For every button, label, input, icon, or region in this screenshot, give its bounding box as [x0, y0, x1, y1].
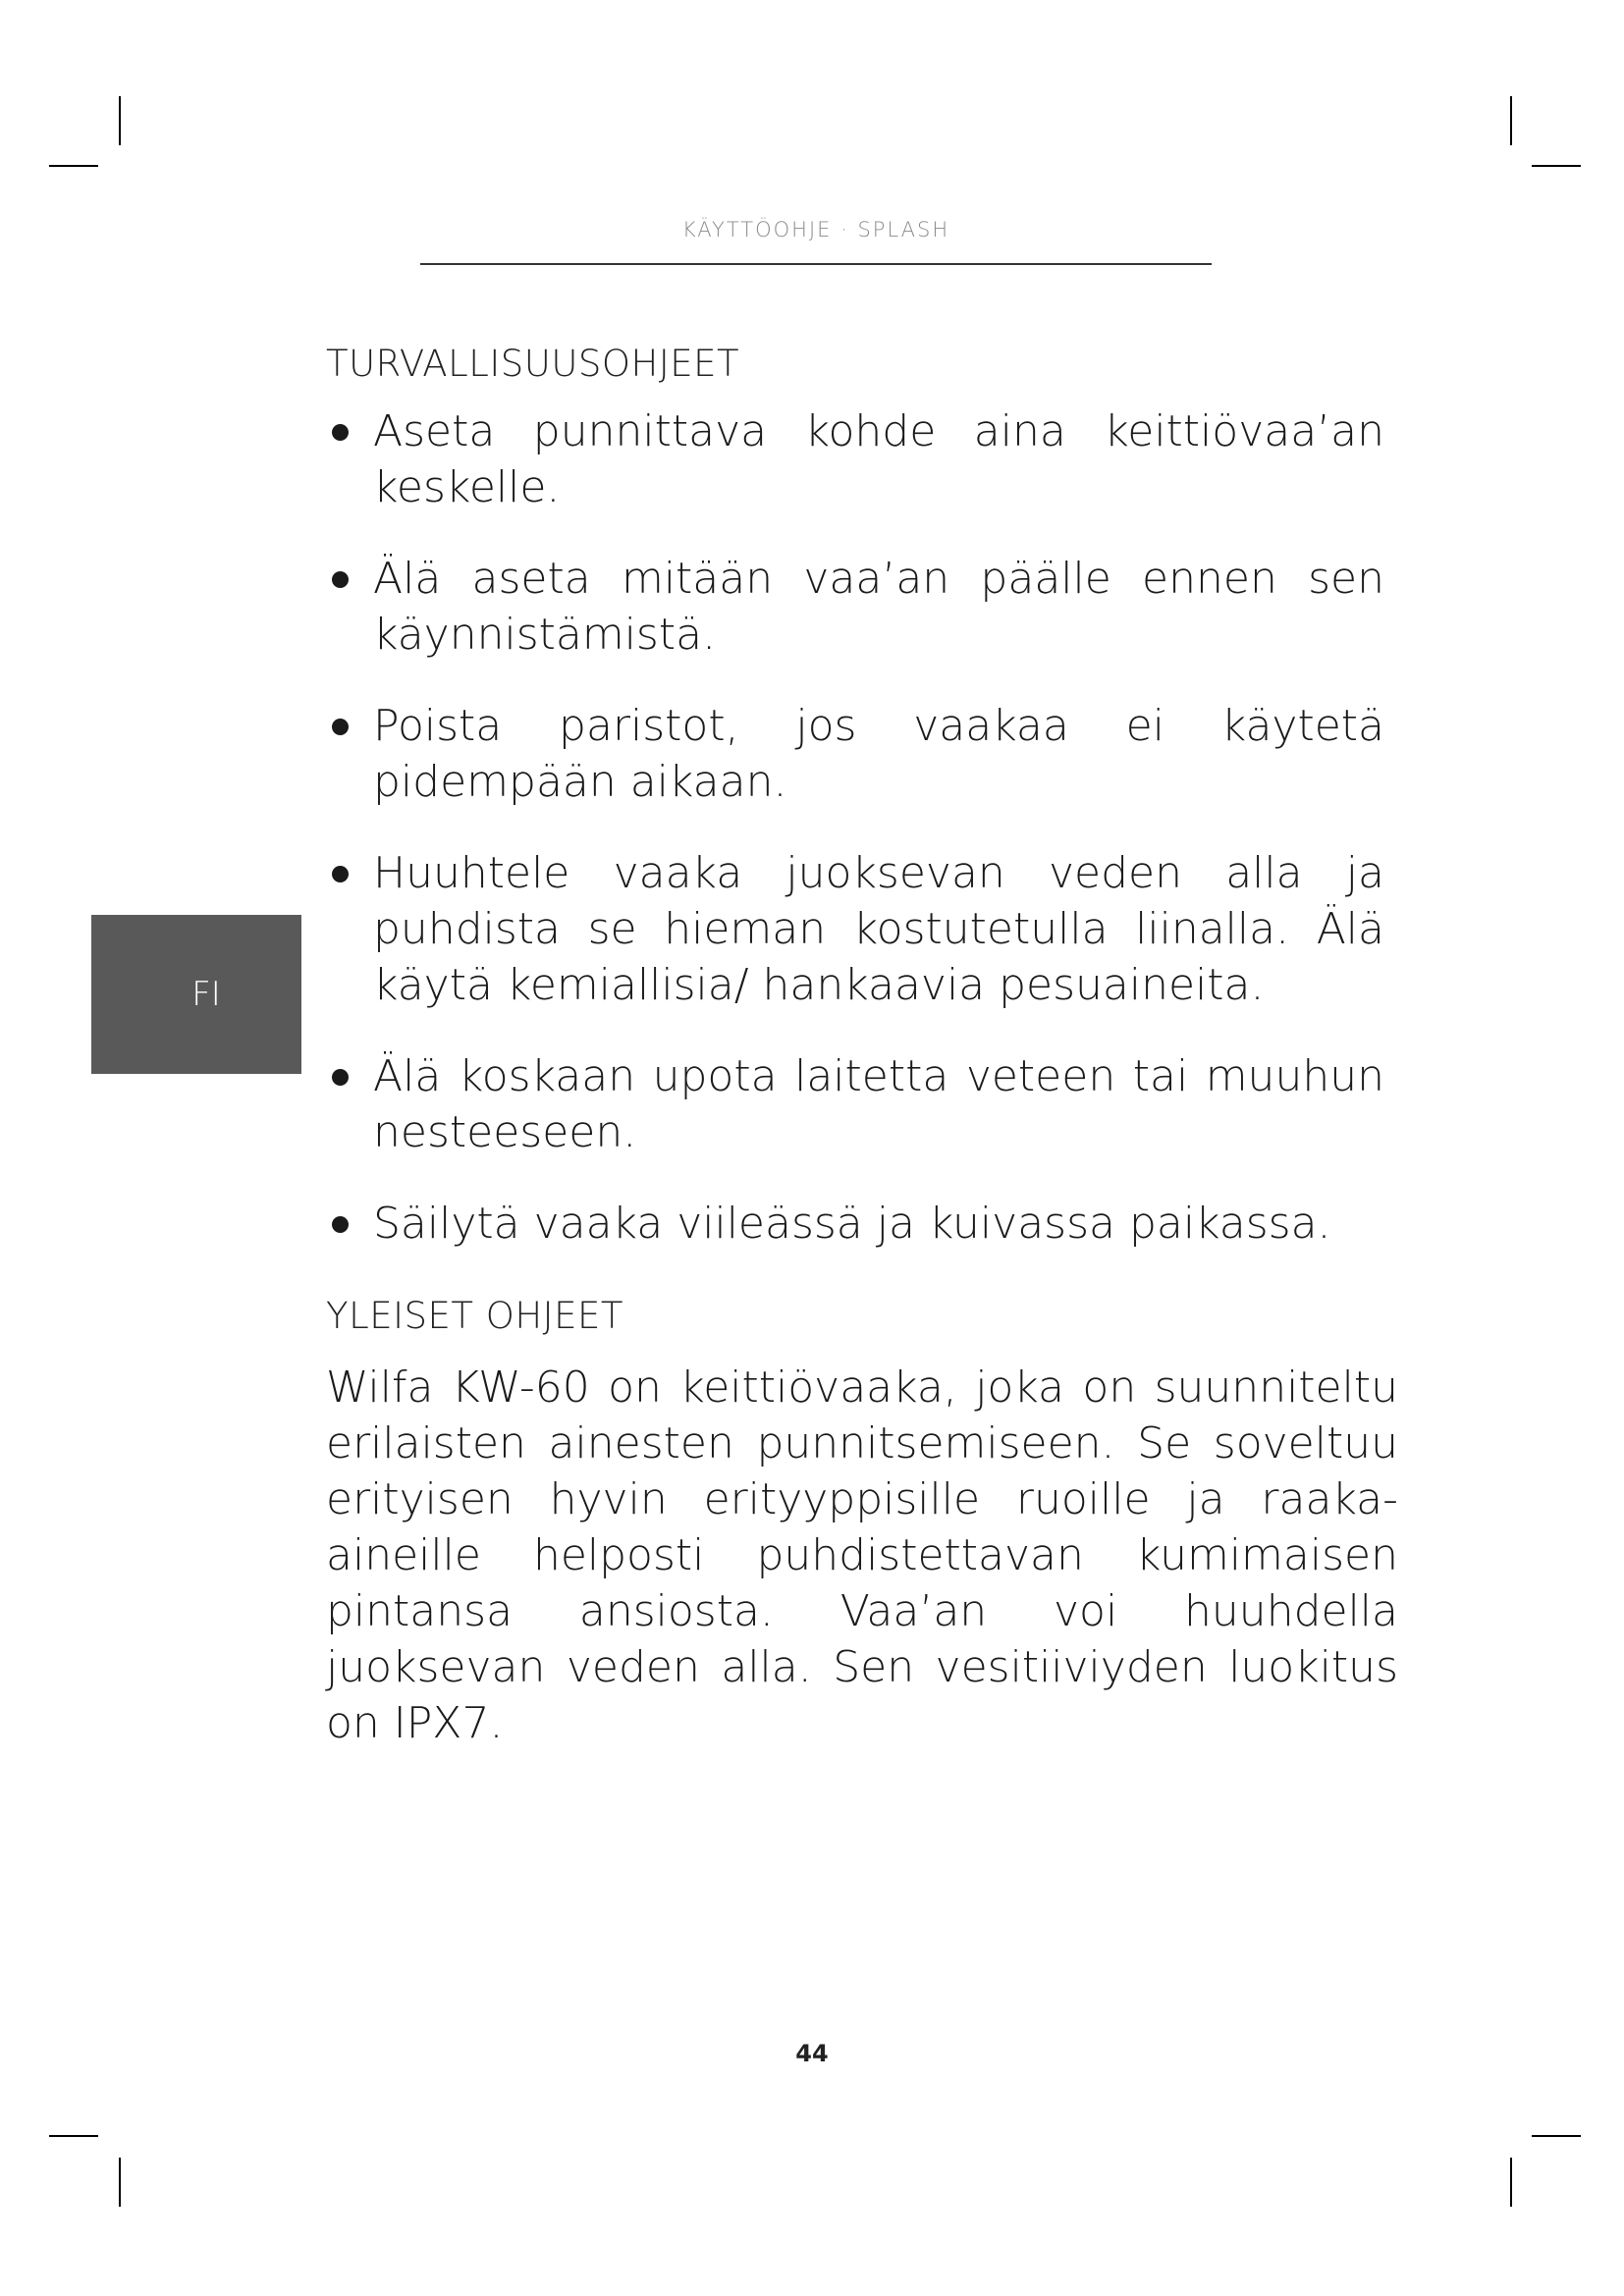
page-number: 44 [795, 2040, 829, 2067]
list-item-text: Säilytä vaaka viileässä ja kuivassa paikassa. [373, 1199, 1331, 1249]
crop-mark-bottom-left-vertical [119, 2158, 121, 2207]
safety-list [326, 403, 1398, 1252]
language-tab-label: FI [191, 975, 221, 1014]
crop-mark-bottom-left-horizontal [49, 2135, 98, 2137]
list-item-text: Huuhtele vaaka juoksevan veden alla ja puhdista se hieman kostutetulla liinalla. Älä käytä kemiallisia/ hankaavia pesuaineita. [373, 848, 1384, 1010]
general-paragraph: Wilfa KW-60 on keittiövaaka, joka on suunniteltu erilaisten ainesten punnitsemiseen. Se soveltuu erityisen hyvin erityyppisille ruoille ja raaka-aineille helposti puhdistettavan kumimaisen pintansa ansiosta. Vaa’an voi huuhdella juoksevan veden alla. Sen vesitiiviyden luokitus on IPX7. [326, 1362, 1398, 1748]
crop-mark-bottom-right-vertical [1510, 2158, 1512, 2207]
language-tab [91, 915, 301, 1074]
crop-mark-top-left-vertical [119, 96, 121, 145]
bullet-icon [332, 719, 349, 735]
list-item [326, 845, 1398, 1013]
list-item-text: Älä koskaan upota laitetta veteen tai muuhun nesteeseen. [373, 1051, 1384, 1157]
list-item-text: Aseta punnittava kohde aina keittiövaa’an keskelle. [373, 406, 1384, 512]
bullet-icon [332, 424, 349, 441]
safety-heading: TURVALLISUUSOHJEET [326, 343, 740, 385]
bullet-icon [332, 1069, 349, 1086]
running-header: KÄYTTÖOHJE · SPLASH [681, 218, 950, 241]
bullet-icon [332, 1216, 349, 1233]
list-item-text: Älä aseta mitään vaa’an päälle ennen sen käynnistämistä. [373, 554, 1384, 660]
list-item [326, 1048, 1398, 1160]
bullet-icon [332, 571, 349, 588]
crop-mark-top-right-horizontal [1532, 165, 1581, 167]
crop-mark-bottom-right-horizontal [1532, 2135, 1581, 2137]
general-heading: YLEISET OHJEET [326, 1295, 623, 1337]
list-item [326, 698, 1398, 810]
list-item [326, 1196, 1398, 1252]
header-rule [420, 263, 1212, 265]
crop-mark-top-right-vertical [1510, 96, 1512, 145]
crop-mark-top-left-horizontal [49, 165, 98, 167]
list-item [326, 403, 1398, 515]
main-content [326, 339, 1398, 1751]
bullet-icon [332, 866, 349, 882]
list-item [326, 551, 1398, 663]
list-item-text: Poista paristot, jos vaakaa ei käytetä pidempään aikaan. [373, 701, 1384, 807]
